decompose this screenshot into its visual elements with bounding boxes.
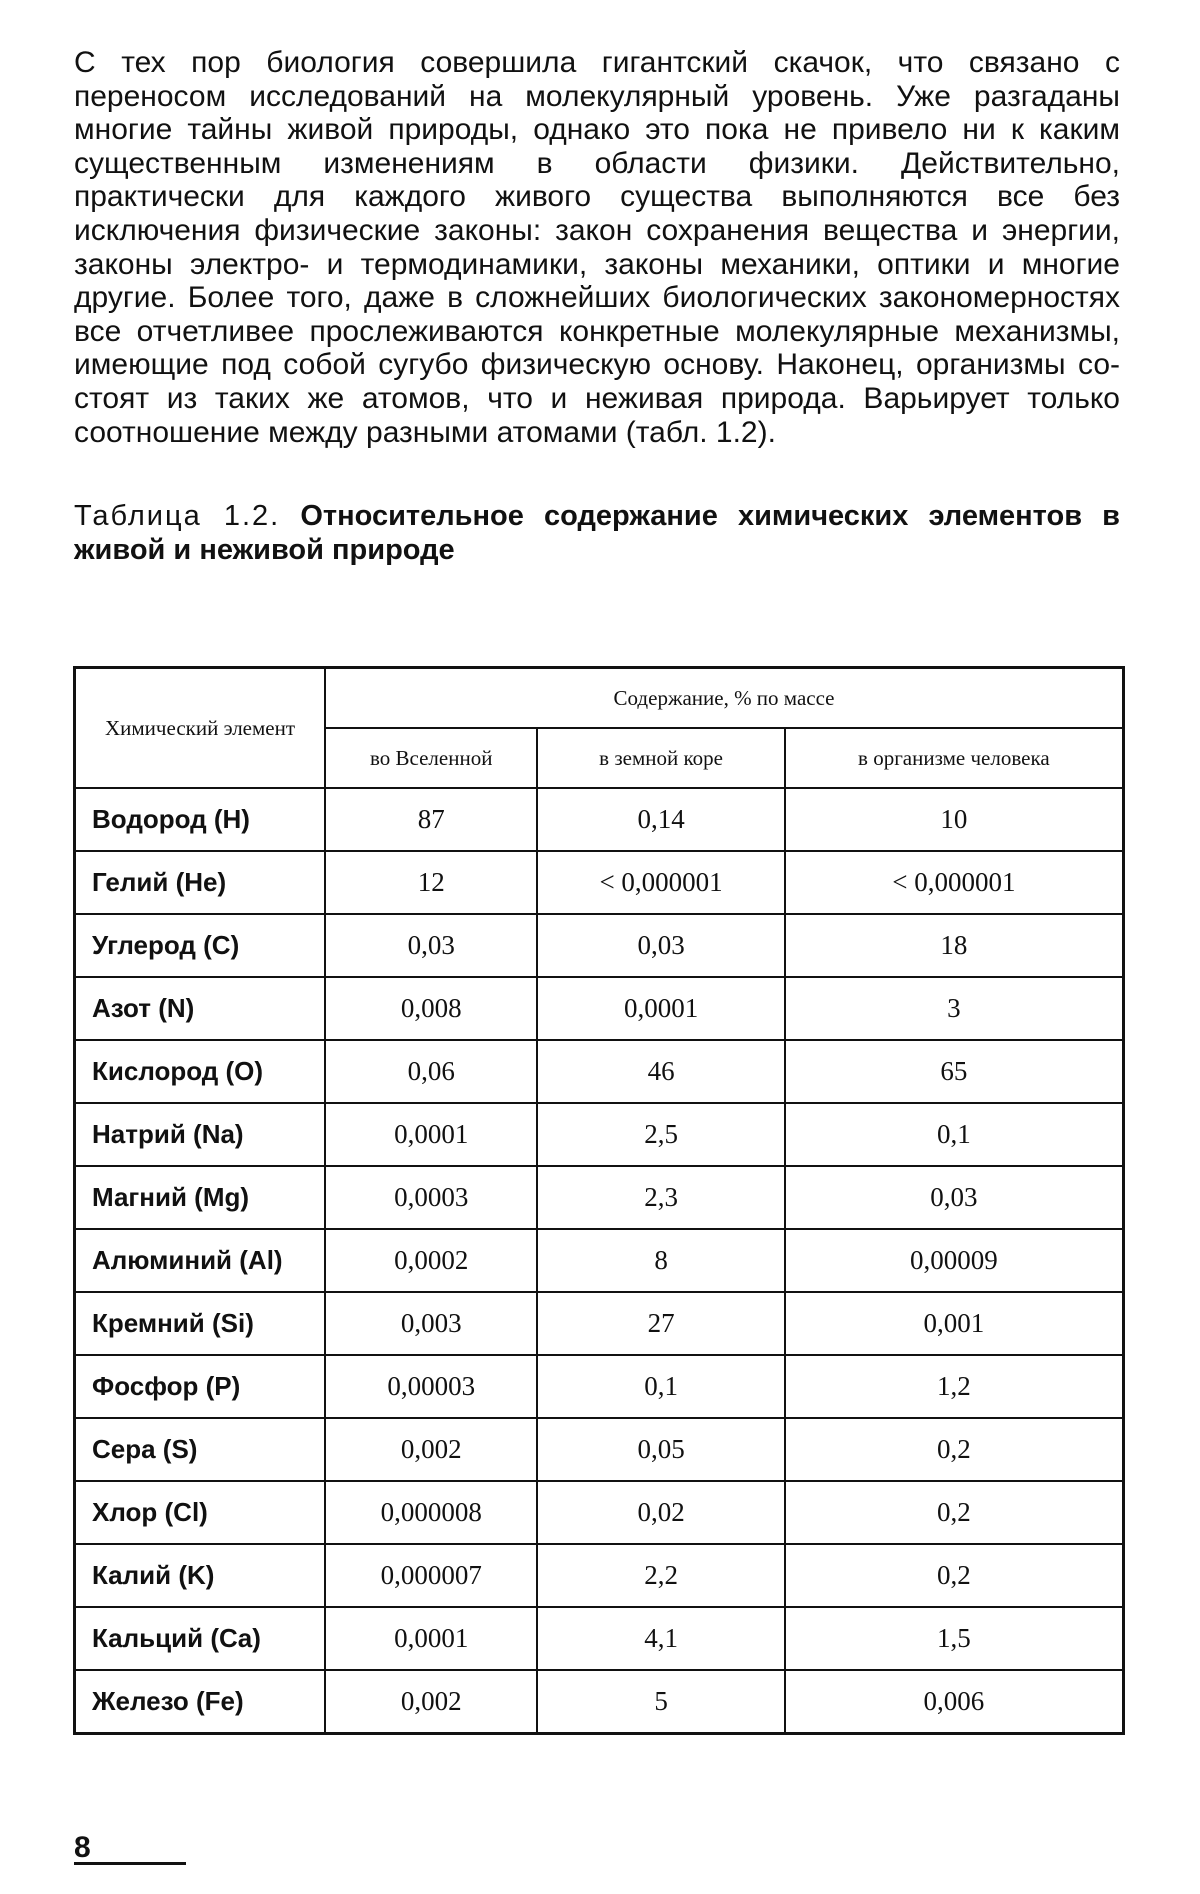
table-header — [75, 668, 1124, 789]
cell-universe: 0,000007 — [325, 1544, 537, 1607]
cell-human: 3 — [785, 977, 1124, 1040]
header-element: Химический элемент — [75, 668, 326, 789]
table-caption — [74, 499, 1120, 567]
cell-element: Углерод (C) — [75, 914, 326, 977]
table-caption-label: Таблица 1.2. — [74, 500, 280, 532]
table-row — [75, 1544, 1124, 1607]
cell-human: 0,2 — [785, 1544, 1124, 1607]
table-row — [75, 851, 1124, 914]
body-paragraph: С тех пор биология совершила гигантский скачок, что связано с переносом исследований на молекулярный уровень. Уже раз­гаданы многие тайны живой природы, однако это пока не при­вело ни к каким существенным изменениям в области физики. Действительно, практически для каждого живого существа вы­полняются все без исключения физические законы: закон сохра­нения вещества и энергии, законы электро- и термодинамики, законы механики, оптики и многие другие. Более того, даже в сложнейших биологических закономерностях все отчетливее про­слеживаются конкретные молекулярные механизмы, имеющие под собой сугубо физическую основу. Наконец, организмы со­стоят из таких же атомов, что и неживая природа. Варьирует только соотношение между разными атомами (табл. 1.2). — [74, 46, 1120, 449]
cell-human: 0,03 — [785, 1166, 1124, 1229]
cell-human: 1,5 — [785, 1607, 1124, 1670]
cell-human: 0,1 — [785, 1103, 1124, 1166]
cell-universe: 0,06 — [325, 1040, 537, 1103]
cell-element: Фосфор (P) — [75, 1355, 326, 1418]
cell-element: Натрий (Na) — [75, 1103, 326, 1166]
table-row — [75, 1040, 1124, 1103]
table-body — [75, 788, 1124, 1734]
cell-human: 0,2 — [785, 1481, 1124, 1544]
cell-crust: 0,05 — [537, 1418, 784, 1481]
cell-universe: 0,0002 — [325, 1229, 537, 1292]
cell-human: 18 — [785, 914, 1124, 977]
table-row — [75, 788, 1124, 851]
cell-element: Кремний (Si) — [75, 1292, 326, 1355]
cell-crust: 0,02 — [537, 1481, 784, 1544]
cell-universe: 0,002 — [325, 1418, 537, 1481]
cell-element: Кальций (Ca) — [75, 1607, 326, 1670]
cell-crust: 5 — [537, 1670, 784, 1734]
cell-crust: 8 — [537, 1229, 784, 1292]
cell-crust: 2,3 — [537, 1166, 784, 1229]
header-human: в организме человека — [785, 728, 1124, 788]
cell-element: Азот (N) — [75, 977, 326, 1040]
cell-universe: 12 — [325, 851, 537, 914]
table-row — [75, 1481, 1124, 1544]
cell-human: 10 — [785, 788, 1124, 851]
header-crust: в земной коре — [537, 728, 784, 788]
page-number-rule — [74, 1862, 186, 1865]
cell-human: 0,001 — [785, 1292, 1124, 1355]
cell-universe: 0,03 — [325, 914, 537, 977]
cell-element: Гелий (He) — [75, 851, 326, 914]
cell-universe: 0,00003 — [325, 1355, 537, 1418]
cell-element: Сера (S) — [75, 1418, 326, 1481]
table-row — [75, 1607, 1124, 1670]
table-row — [75, 1418, 1124, 1481]
cell-element: Железо (Fe) — [75, 1670, 326, 1734]
cell-universe: 0,0001 — [325, 1103, 537, 1166]
cell-crust: 0,03 — [537, 914, 784, 977]
elements-table — [73, 666, 1125, 1735]
cell-element: Водород (H) — [75, 788, 326, 851]
cell-crust: < 0,000001 — [537, 851, 784, 914]
cell-element: Алюминий (Al) — [75, 1229, 326, 1292]
cell-crust: 0,0001 — [537, 977, 784, 1040]
header-universe: во Вселенной — [325, 728, 537, 788]
cell-universe: 0,008 — [325, 977, 537, 1040]
cell-human: 0,2 — [785, 1418, 1124, 1481]
cell-crust: 2,2 — [537, 1544, 784, 1607]
cell-human: 1,2 — [785, 1355, 1124, 1418]
cell-universe: 0,000008 — [325, 1481, 537, 1544]
table-row — [75, 977, 1124, 1040]
cell-element: Кислород (O) — [75, 1040, 326, 1103]
table-row — [75, 1103, 1124, 1166]
cell-crust: 46 — [537, 1040, 784, 1103]
table-row — [75, 1229, 1124, 1292]
cell-crust: 27 — [537, 1292, 784, 1355]
table-row — [75, 1166, 1124, 1229]
table-row — [75, 914, 1124, 977]
header-content: Содержание, % по массе — [325, 668, 1123, 729]
page-content — [74, 46, 1120, 567]
cell-universe: 0,002 — [325, 1670, 537, 1734]
cell-universe: 0,0003 — [325, 1166, 537, 1229]
cell-human: 65 — [785, 1040, 1124, 1103]
page-number: 8 — [74, 1832, 91, 1864]
cell-universe: 0,003 — [325, 1292, 537, 1355]
cell-crust: 2,5 — [537, 1103, 784, 1166]
table-row — [75, 1670, 1124, 1734]
cell-crust: 4,1 — [537, 1607, 784, 1670]
cell-crust: 0,1 — [537, 1355, 784, 1418]
table-caption-title: Относительное содержание химических элемен­тов в живой и неживой природе — [74, 500, 1120, 566]
cell-crust: 0,14 — [537, 788, 784, 851]
cell-universe: 0,0001 — [325, 1607, 537, 1670]
cell-element: Магний (Mg) — [75, 1166, 326, 1229]
cell-human: 0,006 — [785, 1670, 1124, 1734]
cell-universe: 87 — [325, 788, 537, 851]
cell-human: < 0,000001 — [785, 851, 1124, 914]
table-row — [75, 1355, 1124, 1418]
table-row — [75, 1292, 1124, 1355]
cell-element: Калий (K) — [75, 1544, 326, 1607]
cell-human: 0,00009 — [785, 1229, 1124, 1292]
cell-element: Хлор (Cl) — [75, 1481, 326, 1544]
